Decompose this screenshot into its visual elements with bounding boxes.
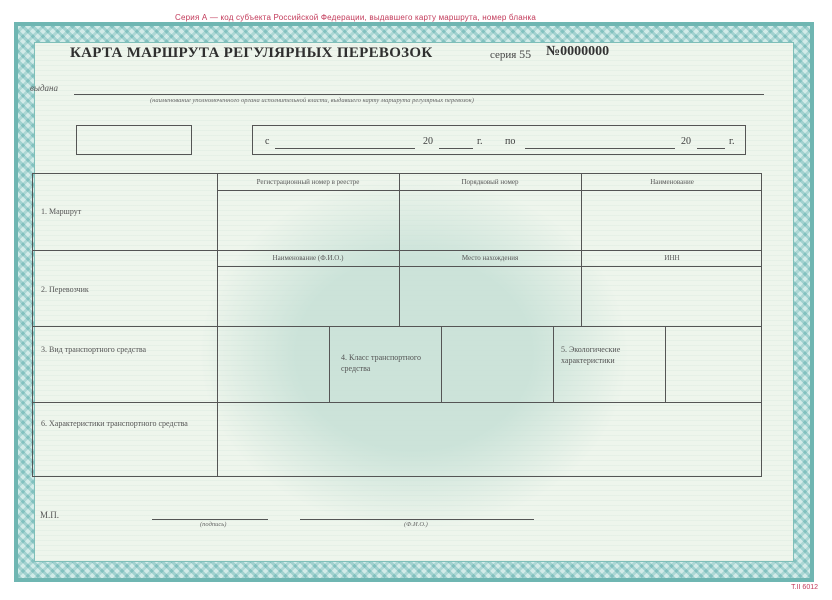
carrier-header-name: Наименование (Ф.И.О.) [272, 254, 344, 262]
col-divider [329, 326, 330, 402]
label-column-divider [217, 174, 218, 476]
col-divider [581, 174, 582, 326]
period-g1: г. [477, 136, 483, 147]
route-label: 1. Маршрут [41, 207, 82, 216]
issued-line [74, 94, 764, 95]
period-year2-line[interactable] [697, 148, 725, 149]
row-divider [33, 326, 761, 327]
form-title: КАРТА МАРШРУТА РЕГУЛЯРНЫХ ПЕРЕВОЗОК [70, 45, 433, 61]
route-header-line [217, 190, 761, 191]
period-from-line[interactable] [275, 148, 415, 149]
vehicle-type-label: 3. Вид транспортного средства [41, 345, 147, 354]
registration-box[interactable] [76, 125, 192, 155]
col-divider [399, 174, 400, 326]
row-divider [33, 250, 761, 251]
details-table [32, 173, 762, 477]
name-line[interactable] [300, 519, 534, 520]
series-value: 55 [519, 47, 532, 61]
carrier-header-location: Место нахождения [461, 254, 519, 262]
stamp-place-label: М.П. [40, 510, 60, 520]
carrier-header-line [217, 266, 761, 267]
period-g2: г. [729, 136, 735, 147]
period-to: по [505, 136, 516, 147]
issued-label: выдана [30, 83, 59, 93]
carrier-header-inn: ИНН [664, 254, 680, 262]
carrier-label: 2. Перевозчик [41, 285, 89, 294]
validity-period-box [252, 125, 746, 155]
issued-hint: (наименование уполномоченного органа исполнительной власти, выдавшего карту маршрута регулярных перевозок) [150, 97, 474, 104]
period-from: с [265, 136, 270, 147]
route-header-reg: Регистрационный номер в реестре [256, 178, 360, 186]
bottom-note: Т.II 6012 [791, 584, 818, 591]
col-divider [553, 326, 554, 402]
route-header-seq: Порядковый номер [461, 178, 519, 186]
row-divider [33, 402, 761, 403]
signature-hint: (подпись) [200, 521, 227, 528]
vehicle-class-label: 4. Класс транспортного средства [341, 353, 421, 373]
top-note: Серия А — код субъекта Российской Федерации, выдавшего карту маршрута, номер бланка [175, 13, 537, 22]
form-number: №0000000 [546, 44, 610, 59]
col-divider [665, 326, 666, 402]
route-header-name: Наименование [650, 178, 694, 186]
signature-line[interactable] [152, 519, 268, 520]
period-year1-line[interactable] [439, 148, 473, 149]
series-label: серия 55 [490, 47, 532, 61]
eco-characteristics-label: 5. Экологические характеристики [561, 345, 621, 365]
period-to-line[interactable] [525, 148, 675, 149]
period-year2: 20 [681, 136, 691, 147]
name-hint: (Ф.И.О.) [404, 521, 428, 528]
col-divider [441, 326, 442, 402]
period-year1: 20 [423, 136, 433, 147]
vehicle-characteristics-label: 6. Характеристики транспортного средства [41, 419, 188, 428]
